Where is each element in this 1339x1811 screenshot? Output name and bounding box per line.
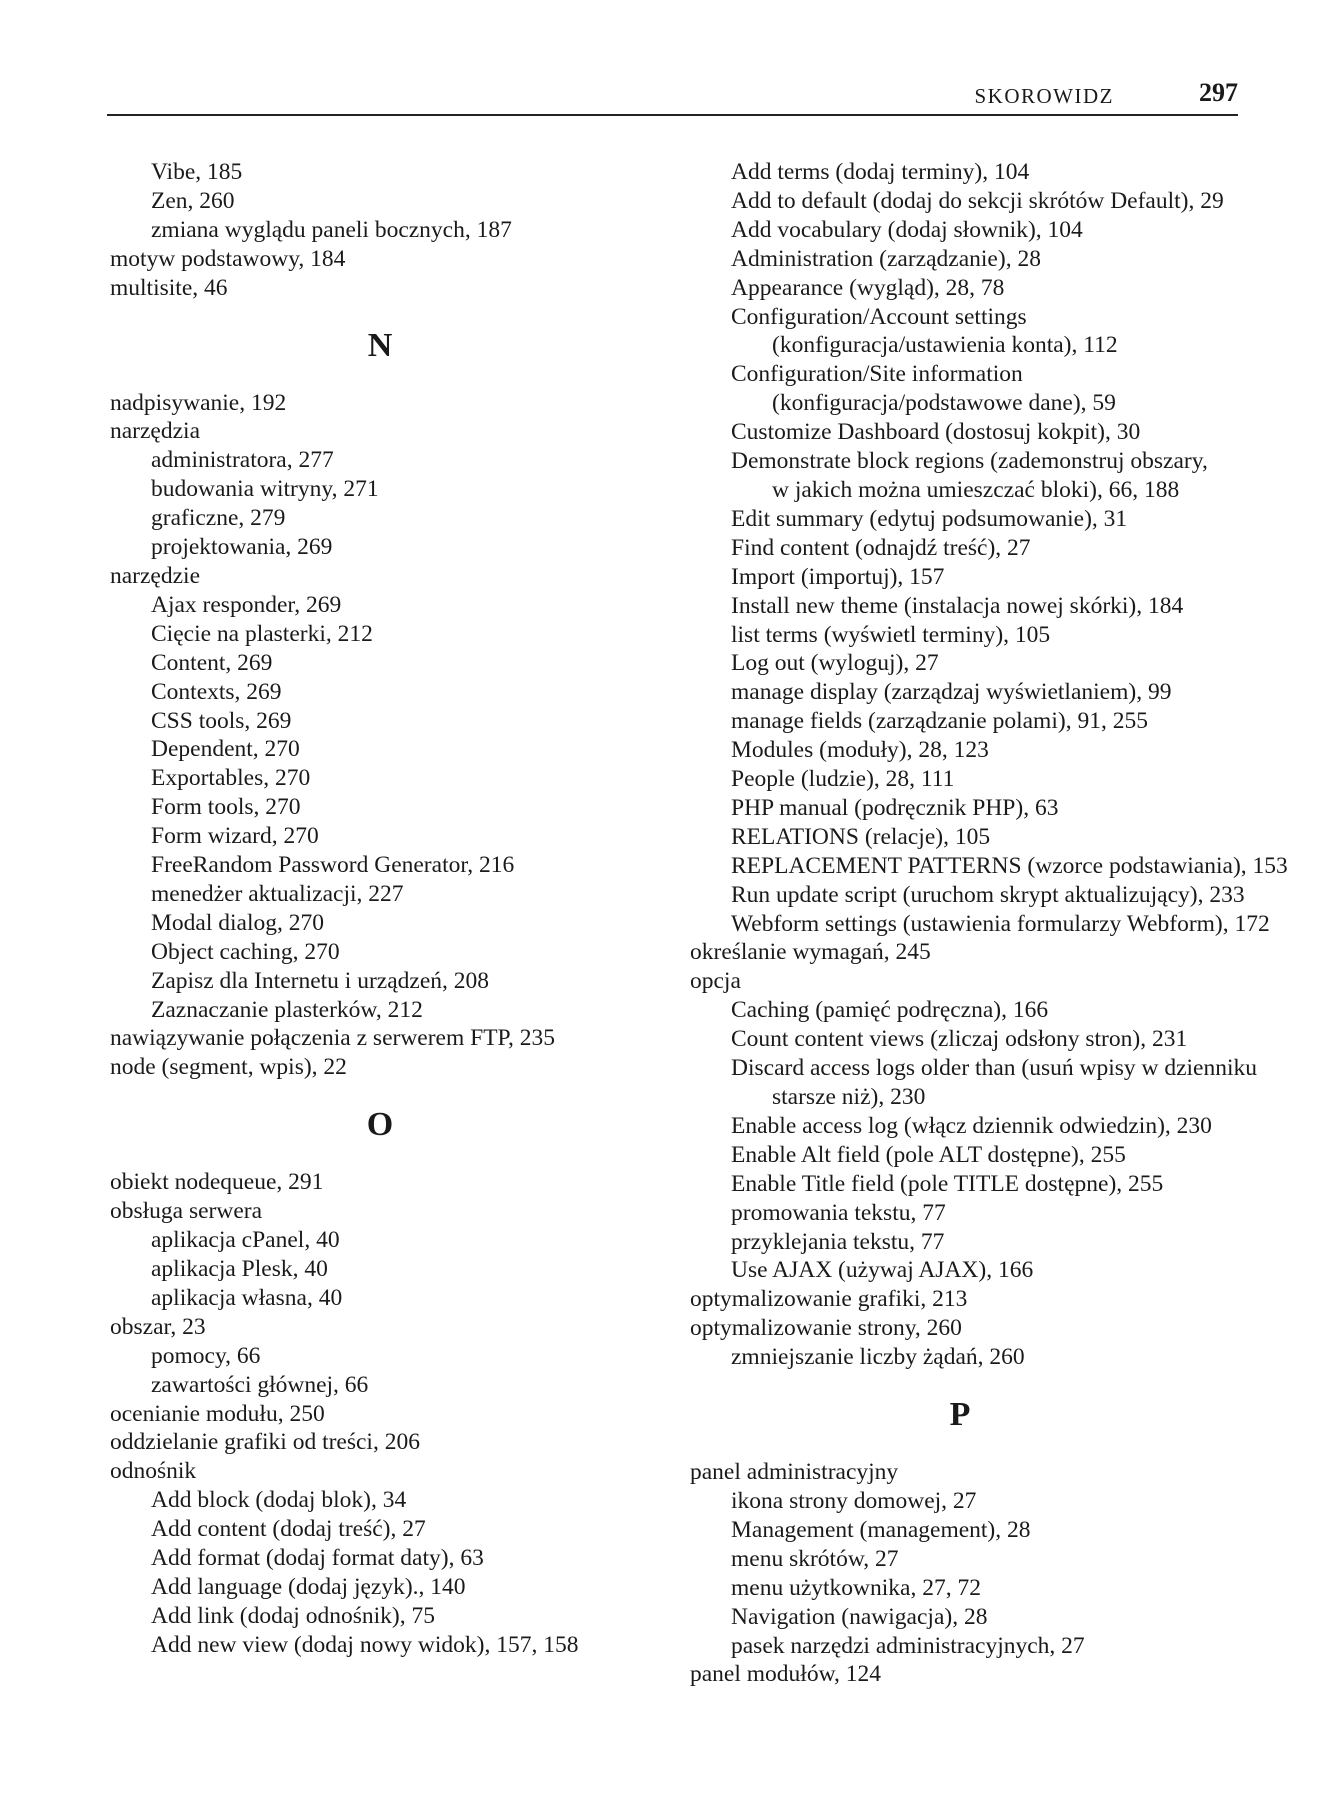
index-subentry: Exportables, 270 — [151, 765, 311, 792]
index-subentry: projektowania, 269 — [151, 534, 333, 561]
section-title: SKOROWIDZ — [974, 84, 1114, 108]
index-subentry: Add new view (dodaj nowy widok), 157, 158 — [151, 1631, 579, 1658]
index-subentry: w jakich można umieszczać bloki), 66, 188 — [772, 476, 1180, 503]
index-entry: opcja — [690, 968, 741, 995]
index-entry: określanie wymagań, 245 — [690, 939, 931, 966]
index-subentry: PHP manual (podręcznik PHP), 63 — [731, 794, 1059, 821]
index-subentry: RELATIONS (relacje), 105 — [731, 823, 991, 850]
index-column-right — [690, 158, 1288, 1689]
index-subentry: Import (importuj), 157 — [731, 563, 945, 590]
index-subentry: Enable access log (włącz dziennik odwiedzin), 230 — [731, 1112, 1212, 1139]
index-letter-heading: N — [367, 326, 393, 364]
index-entry: optymalizowanie grafiki, 213 — [690, 1286, 968, 1313]
index-column-left — [110, 158, 670, 1660]
index-subentry: pomocy, 66 — [151, 1342, 261, 1369]
index-subentry: Configuration/Site information — [731, 361, 1023, 388]
index-subentry: Add content (dodaj treść), 27 — [151, 1516, 426, 1543]
index-subentry: menedżer aktualizacji, 227 — [151, 880, 404, 907]
index-subentry: Count content views (zliczaj odsłony stron), 231 — [731, 1026, 1188, 1053]
index-subentry: Form tools, 270 — [151, 794, 301, 821]
index-subentry: zmniejszanie liczby żądań, 260 — [731, 1344, 1025, 1371]
index-subentry: manage display (zarządzaj wyświetlaniem), 99 — [731, 679, 1172, 706]
index-subentry: Zen, 260 — [151, 187, 235, 214]
index-subentry: Form wizard, 270 — [151, 823, 319, 850]
index-subentry: Modules (moduły), 28, 123 — [731, 737, 989, 764]
page-number: 297 — [1199, 78, 1238, 107]
index-subentry: Enable Alt field (pole ALT dostępne), 255 — [731, 1141, 1126, 1168]
index-subentry: Object caching, 270 — [151, 938, 340, 965]
index-subentry: menu użytkownika, 27, 72 — [731, 1574, 981, 1601]
index-subentry: Add vocabulary (dodaj słownik), 104 — [731, 216, 1083, 243]
index-subentry: graficzne, 279 — [151, 505, 286, 532]
index-subentry: Navigation (nawigacja), 28 — [731, 1603, 988, 1630]
index-entry: node (segment, wpis), 22 — [110, 1054, 347, 1081]
index-subentry: Add link (dodaj odnośnik), 75 — [151, 1602, 435, 1629]
index-subentry: budowania witryny, 271 — [151, 476, 379, 503]
index-subentry: Appearance (wygląd), 28, 78 — [731, 274, 1005, 301]
index-subentry: Modal dialog, 270 — [151, 909, 324, 936]
index-subentry: aplikacja cPanel, 40 — [151, 1227, 340, 1254]
index-subentry: administratora, 277 — [151, 447, 334, 474]
index-entry: narzędzia — [110, 418, 201, 445]
index-subentry: Discard access logs older than (usuń wpisy w dzienniku — [731, 1055, 1258, 1082]
index-subentry: manage fields (zarządzanie polami), 91, 255 — [731, 708, 1148, 735]
index-subentry: Administration (zarządzanie), 28 — [731, 245, 1041, 272]
index-subentry: Ajax responder, 269 — [151, 591, 342, 618]
index-subentry: Add to default (dodaj do sekcji skrótów Default), 29 — [731, 187, 1224, 214]
index-subentry: (konfiguracja/ustawienia konta), 112 — [772, 332, 1118, 359]
index-subentry: aplikacja własna, 40 — [151, 1284, 343, 1311]
index-subentry: zmiana wyglądu paneli bocznych, 187 — [151, 216, 512, 243]
index-entry: motyw podstawowy, 184 — [110, 245, 346, 272]
index-subentry: FreeRandom Password Generator, 216 — [151, 852, 515, 879]
index-entry: obiekt nodequeue, 291 — [110, 1169, 324, 1196]
index-subentry: REPLACEMENT PATTERNS (wzorce podstawiania), 153 — [731, 852, 1288, 879]
index-entry: optymalizowanie strony, 260 — [690, 1315, 962, 1342]
index-subentry: CSS tools, 269 — [151, 707, 292, 734]
index-entry: panel modułów, 124 — [690, 1661, 882, 1688]
index-subentry: list terms (wyświetl terminy), 105 — [731, 621, 1051, 648]
index-subentry: Dependent, 270 — [151, 736, 300, 763]
index-entry: panel administracyjny — [690, 1459, 899, 1486]
index-subentry: Log out (wyloguj), 27 — [731, 650, 939, 677]
index-subentry: Enable Title field (pole TITLE dostępne), 255 — [731, 1170, 1164, 1197]
index-subentry: Edit summary (edytuj podsumowanie), 31 — [731, 505, 1128, 532]
index-entry: nadpisywanie, 192 — [110, 389, 287, 416]
index-subentry: (konfiguracja/podstawowe dane), 59 — [772, 390, 1116, 417]
index-entry: multisite, 46 — [110, 274, 228, 301]
index-subentry: aplikacja Plesk, 40 — [151, 1256, 328, 1282]
index-subentry: Caching (pamięć podręczna), 166 — [731, 997, 1049, 1024]
index-subentry: menu skrótów, 27 — [731, 1545, 899, 1572]
index-entry: obszar, 23 — [110, 1313, 206, 1340]
index-subentry: Run update script (uruchom skrypt aktualizujący), 233 — [731, 881, 1245, 908]
index-entry: nawiązywanie połączenia z serwerem FTP, 235 — [110, 1025, 556, 1052]
index-entry: narzędzie — [110, 562, 201, 589]
index-letter-heading: O — [366, 1106, 394, 1144]
index-subentry: Zapisz dla Internetu i urządzeń, 208 — [151, 967, 489, 994]
index-subentry: przyklejania tekstu, 77 — [731, 1228, 945, 1255]
index-subentry: pasek narzędzi administracyjnych, 27 — [731, 1632, 1085, 1659]
index-subentry: promowania tekstu, 77 — [731, 1199, 946, 1226]
index-subentry: Add format (dodaj format daty), 63 — [151, 1545, 484, 1572]
index-subentry: Cięcie na plasterki, 212 — [151, 620, 373, 647]
index-subentry: Content, 269 — [151, 649, 273, 676]
index-subentry: Contexts, 269 — [151, 678, 282, 705]
index-subentry: People (ludzie), 28, 111 — [731, 766, 955, 793]
index-entry: obsługa serwera — [110, 1198, 263, 1225]
index-subentry: Install new theme (instalacja nowej skórki), 184 — [731, 592, 1184, 619]
index-subentry: Configuration/Account settings — [731, 303, 1027, 330]
index-subentry: Add terms (dodaj terminy), 104 — [731, 159, 1030, 185]
index-subentry: Customize Dashboard (dostosuj kokpit), 30 — [731, 419, 1141, 446]
index-subentry: Management (management), 28 — [731, 1516, 1031, 1543]
index-subentry: Zaznaczanie plasterków, 212 — [151, 996, 423, 1023]
index-subentry: Use AJAX (używaj AJAX), 166 — [731, 1257, 1034, 1284]
index-subentry: Add language (dodaj język)., 140 — [151, 1573, 466, 1600]
index-subentry: zawartości głównej, 66 — [151, 1371, 369, 1398]
index-entry: odnośnik — [110, 1458, 197, 1485]
index-subentry: starsze niż), 230 — [772, 1084, 926, 1110]
index-subentry: Vibe, 185 — [151, 159, 243, 185]
index-entry: oddzielanie grafiki od treści, 206 — [110, 1429, 420, 1456]
index-subentry: ikona strony domowej, 27 — [731, 1487, 977, 1514]
running-header — [107, 78, 1238, 116]
index-subentry: Demonstrate block regions (zademonstruj obszary, — [731, 448, 1208, 475]
index-entry: ocenianie modułu, 250 — [110, 1400, 325, 1427]
index-subentry: Find content (odnajdź treść), 27 — [731, 534, 1031, 561]
index-subentry: Add block (dodaj blok), 34 — [151, 1487, 407, 1514]
index-letter-heading: P — [949, 1396, 971, 1434]
index-subentry: Webform settings (ustawienia formularzy Webform), 172 — [731, 910, 1270, 937]
